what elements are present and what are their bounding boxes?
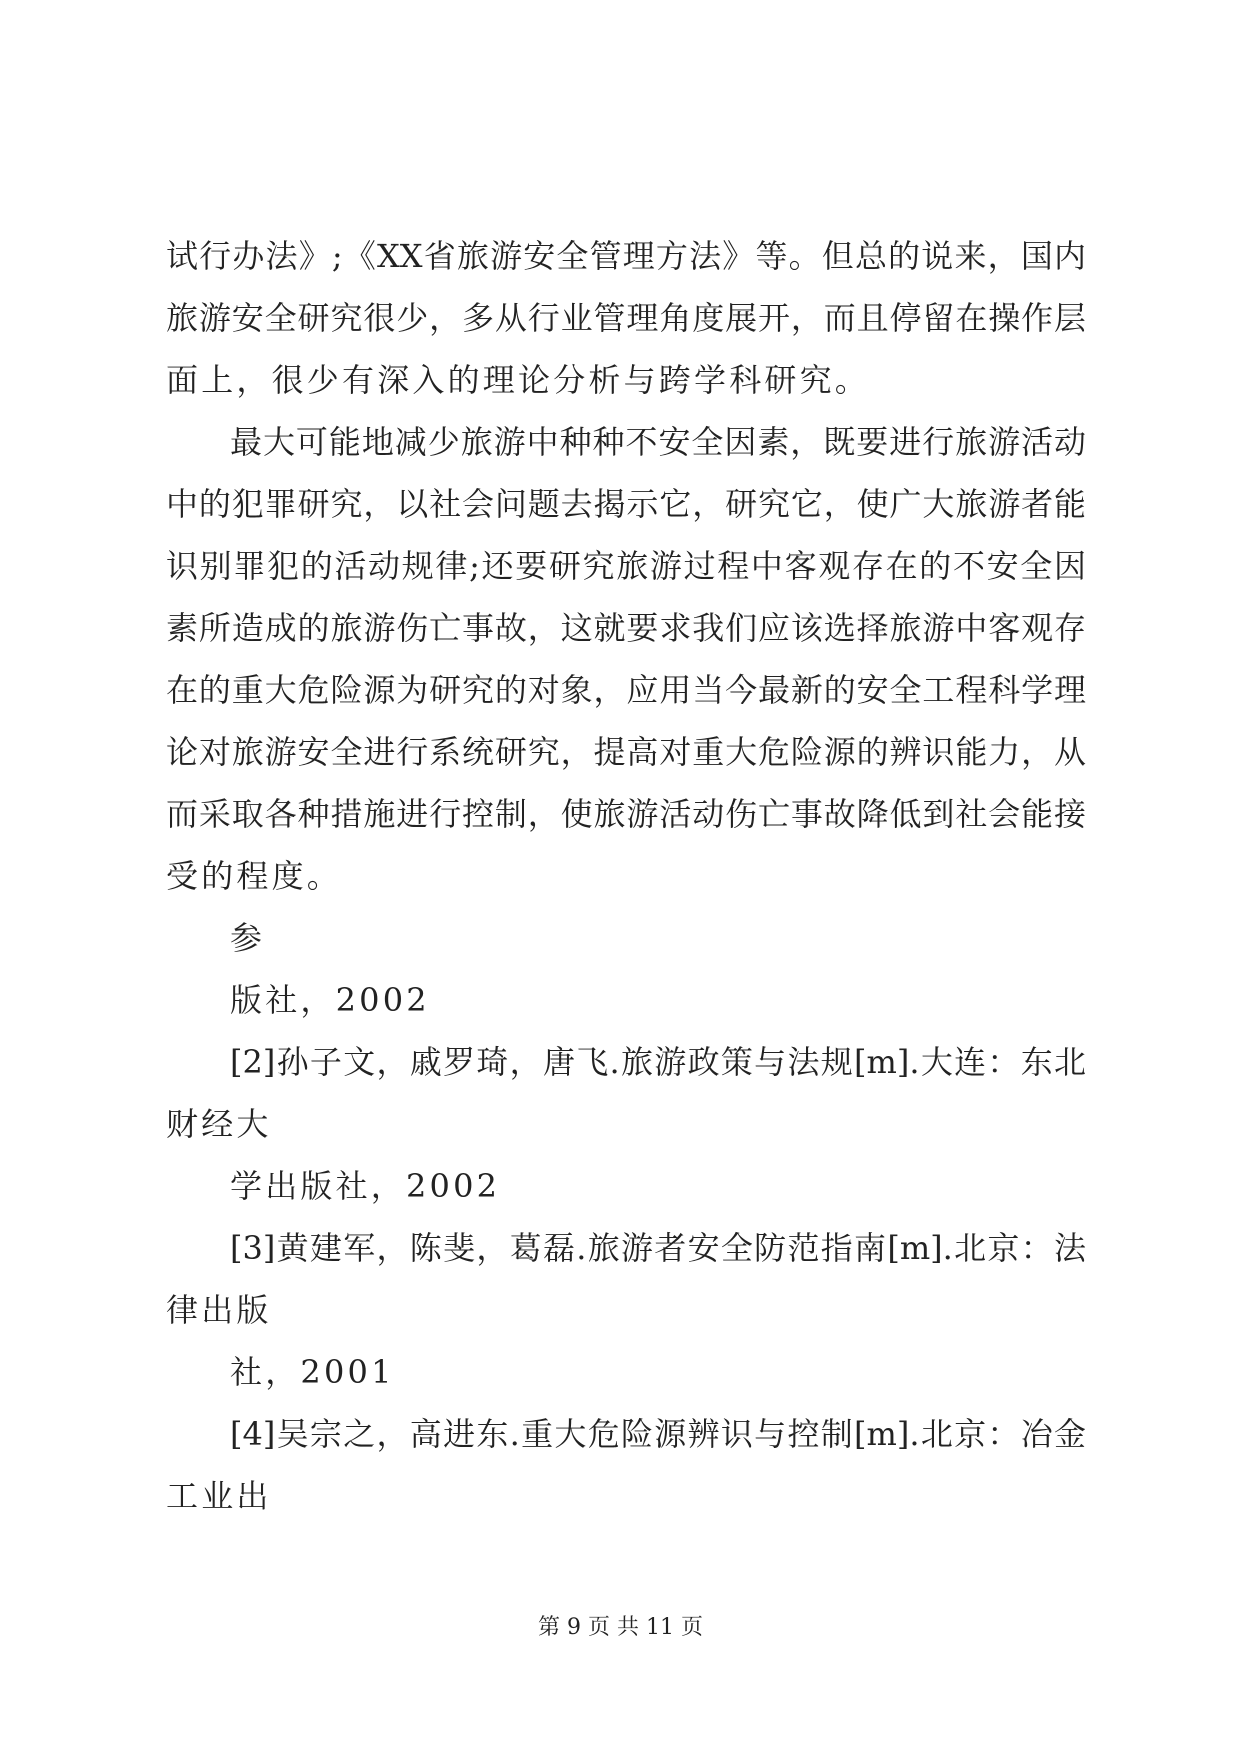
text-line: 受的程度。 <box>166 857 343 895</box>
reference-line: 律出版 <box>166 1291 272 1329</box>
text-line: 参 <box>230 919 266 957</box>
page-number-footer: 第 9 页 共 11 页 <box>538 1615 703 1640</box>
reference-line: 学出版社，2002 <box>230 1167 501 1205</box>
text-line: 旅游安全研究很少，多从行业管理角度展开，而且停留在操作层 <box>166 299 1086 337</box>
reference-line: 财经大 <box>166 1105 272 1143</box>
text-line: 最大可能地减少旅游中种种不安全因素，既要进行旅游活动 <box>230 423 1086 461</box>
text-line: 而采取各种措施进行控制，使旅游活动伤亡事故降低到社会能接 <box>166 795 1086 833</box>
text-line: 版社，2002 <box>230 981 430 1019</box>
text-line: 在的重大危险源为研究的对象，应用当今最新的安全工程科学理 <box>166 671 1086 709</box>
reference-line: [3]黄建军，陈斐，葛磊.旅游者安全防范指南[m].北京：法 <box>230 1229 1086 1267</box>
reference-line: 社，2001 <box>230 1353 395 1391</box>
text-line: 论对旅游安全进行系统研究，提高对重大危险源的辨识能力，从 <box>166 733 1086 771</box>
reference-line: [2]孙子文，戚罗琦，唐飞.旅游政策与法规[m].大连：东北 <box>230 1043 1086 1081</box>
text-line: 面上，很少有深入的理论分析与跨学科研究。 <box>166 361 871 399</box>
text-line: 素所造成的旅游伤亡事故，这就要求我们应该选择旅游中客观存 <box>166 609 1086 647</box>
reference-line: [4]吴宗之，高进东.重大危险源辨识与控制[m].北京：冶金 <box>230 1415 1086 1453</box>
reference-line: 工业出 <box>166 1477 272 1515</box>
text-line: 中的犯罪研究，以社会问题去揭示它，研究它，使广大旅游者能 <box>166 485 1086 523</box>
document-body <box>166 225 1086 1527</box>
text-line: 识别罪犯的活动规律;还要研究旅游过程中客观存在的不安全因 <box>166 547 1086 585</box>
text-line: 试行办法》;《XX省旅游安全管理方法》等。但总的说来，国内 <box>166 237 1086 275</box>
